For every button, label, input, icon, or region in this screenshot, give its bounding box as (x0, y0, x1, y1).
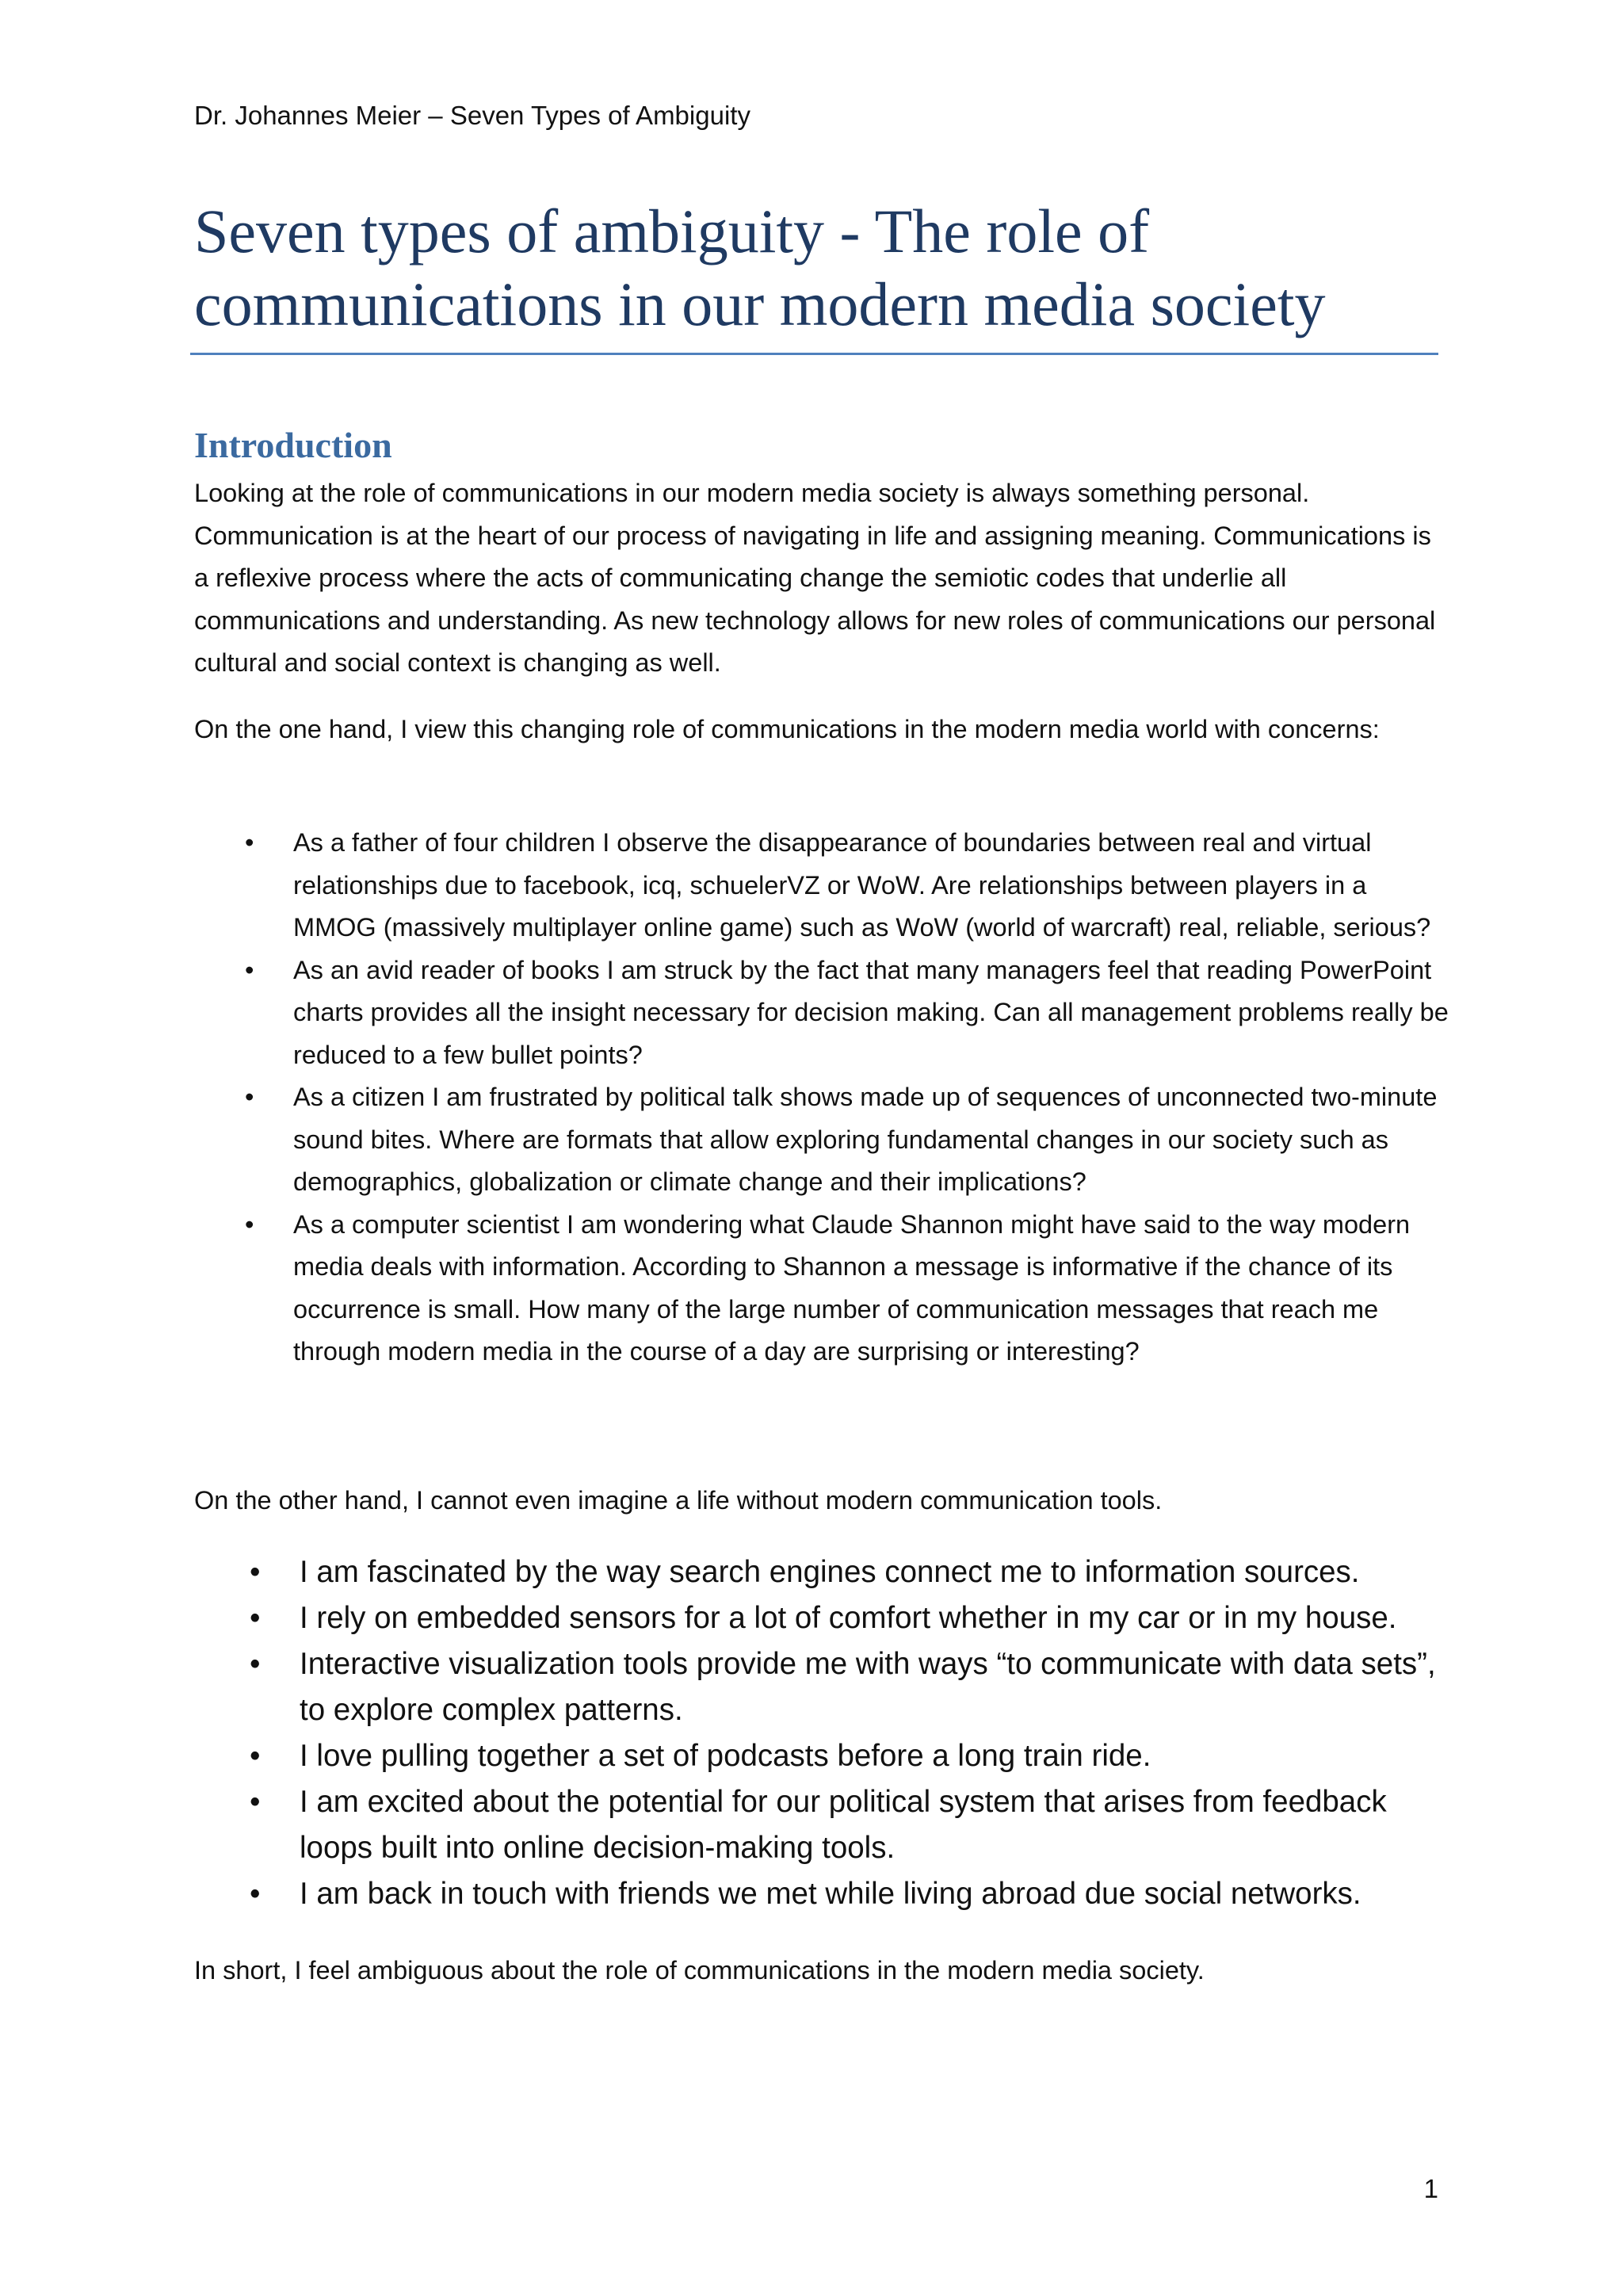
concerns-paragraph: On the one hand, I view this changing role of communications in the modern media world with concerns: (194, 715, 1380, 743)
list-item-text: As a computer scientist I am wondering what Claude Shannon might have said to the way modern media deals with information. According to Shannon a message is informative if the chance of its occurrence is small. How many of the large number of communication messages that reach me through modern media in the course of a day are surprising or interesting? (293, 1209, 1411, 1366)
document-title: Seven types of ambiguity - The role of communications in our modern media society (194, 197, 1326, 338)
list-item-text: I love pulling together a set of podcasts before a long train ride. (300, 1739, 1151, 1773)
list-item (194, 1595, 1454, 1641)
list-item (194, 1641, 1454, 1733)
bullet-icon: • (245, 828, 254, 857)
bullet-icon: • (250, 1647, 261, 1681)
bullet-icon: • (245, 1209, 254, 1239)
other-hand-paragraph: On the other hand, I cannot even imagine a life without modern communication tools. (194, 1486, 1163, 1515)
list-item-text: I am fascinated by the way search engines connect me to information sources. (300, 1555, 1360, 1589)
bullet-icon: • (250, 1555, 261, 1589)
list-item (194, 1779, 1454, 1871)
list-item (194, 822, 1454, 949)
list-item-text: I rely on embedded sensors for a lot of comfort whether in my car or in my house. (300, 1601, 1397, 1635)
list-item (194, 949, 1454, 1077)
bullet-icon: • (250, 1601, 261, 1635)
list-item (194, 1204, 1454, 1373)
list-item-text: As a father of four children I observe the disappearance of boundaries between real and virtual relationships due to facebook, icq, schuelerVZ or WoW. Are relationships between players in a MMOG (massively multiplayer online game) such as WoW (world of warcraft) real, reliable, serious? (293, 828, 1431, 942)
running-header: Dr. Johannes Meier – Seven Types of Ambiguity (194, 101, 750, 130)
list-item (194, 1076, 1454, 1204)
conclusion-paragraph: In short, I feel ambiguous about the role of communications in the modern media society. (194, 1956, 1205, 1985)
list-item (194, 1871, 1454, 1917)
bullet-icon: • (245, 955, 254, 984)
list-item (194, 1733, 1454, 1779)
list-item-text: As a citizen I am frustrated by political talk shows made up of sequences of unconnected two-minute sound bites. Where are formats that allow exploring fundamental changes in our society such as demographics, globalization or climate change and their implications? (293, 1083, 1438, 1196)
bullet-icon: • (250, 1877, 261, 1911)
list-item (194, 1549, 1454, 1595)
title-divider (190, 353, 1438, 355)
list-item-text: Interactive visualization tools provide me with ways “to communicate with data sets”, to explore complex patterns. (300, 1647, 1436, 1727)
bullet-icon: • (245, 1083, 254, 1111)
positives-list (194, 1549, 1454, 1917)
concerns-list (194, 822, 1454, 1373)
intro-paragraph: Looking at the role of communications in our modern media society is always something personal. Communication is at the heart of our process of navigating in life and assigning meaning. Communications is a reflexive process where the acts of communicating change the semiotic codes that underlie all communications and understanding. As new technology allows for new roles of communications our personal cultural and social context is changing as well. (194, 479, 1436, 677)
section-heading-introduction: Introduction (194, 425, 392, 465)
bullet-icon: • (250, 1739, 261, 1773)
page-number: 1 (1423, 2174, 1438, 2203)
list-item-text: I am back in touch with friends we met while living abroad due social networks. (300, 1877, 1361, 1911)
list-item-text: I am excited about the potential for our political system that arises from feedback loops built into online decision-making tools. (300, 1785, 1387, 1865)
list-item-text: As an avid reader of books I am struck by the fact that many managers feel that reading PowerPoint charts provides all the insight necessary for decision making. Can all management problems really be reduced to a few bullet points? (293, 955, 1449, 1069)
bullet-icon: • (250, 1785, 261, 1819)
